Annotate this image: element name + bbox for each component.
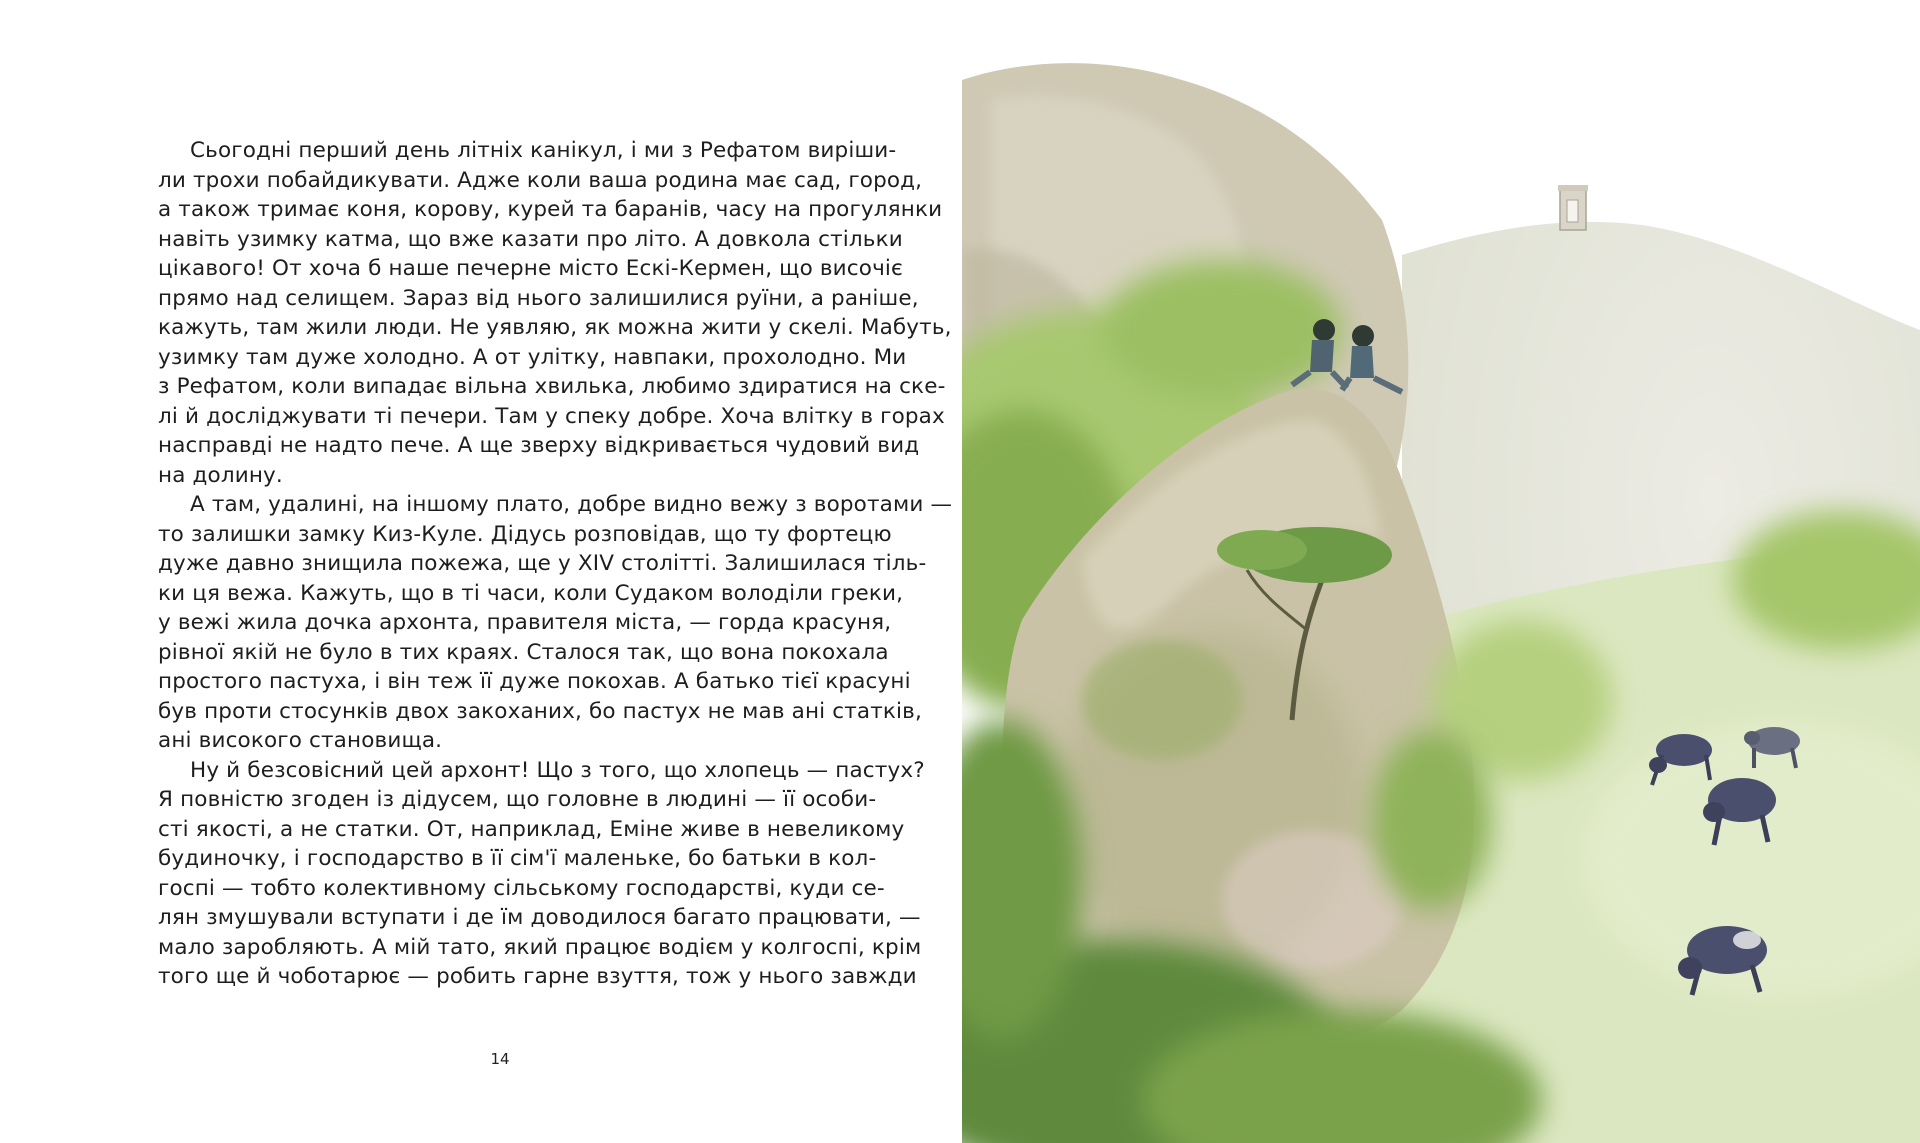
text-line: на долину. [158, 462, 283, 488]
text-line: прямо над селищем. Зараз від нього залишилися руїни, а раніше, [158, 285, 919, 311]
tower-icon [1558, 185, 1588, 230]
page-number: 14 [490, 1050, 510, 1068]
text-line: сті якості, а не статки. От, наприклад, Еміне живе в невеликому [158, 816, 905, 842]
text-line: дуже давно знищила пожежа, ще у XIV столітті. Залишилася тіль- [158, 551, 927, 576]
text-line: рівної якій не було в тих краях. Сталося так, що вона покохала [158, 639, 889, 665]
text-line: Ну й безсовісний цей архонт! Що з того, що хлопець — пастух? [190, 757, 925, 783]
text-line: Сьогодні перший день літніх канікул, і ми з Рефатом виріши- [190, 138, 897, 163]
body-text [158, 136, 953, 992]
text-line: того ще й чоботарює — робить гарне взуття, тож у нього завжди [158, 964, 917, 989]
text-line: мало заробляють. А мій тато, який працює водієм у колгоспі, крім [158, 934, 922, 960]
text-line: госпі — тобто колективному сільському господарстві, куди се- [158, 875, 885, 901]
text-line: ки ця вежа. Кажуть, що в ті часи, коли Судаком володіли греки, [158, 580, 904, 606]
text-line: ли трохи побайдикувати. Адже коли ваша родина має сад, город, [158, 167, 923, 193]
text-line: навіть узимку катма, що вже казати про літо. А довкола стільки [158, 226, 903, 252]
text-line: ані високого становища. [158, 728, 443, 753]
text-line: узимку там дуже холодно. А от улітку, навпаки, прохолодно. Ми [158, 344, 907, 370]
text-line: з Рефатом, коли випадає вільна хвилька, любимо здиратися на ске- [158, 374, 946, 399]
text-line: будиночку, і господарство в її сім'ї маленьке, бо батьки в кол- [158, 846, 877, 871]
text-line: був проти стосунків двох закоханих, бо пастух не мав ані статків, [158, 698, 922, 724]
text-line: а також тримає коня, корову, курей та баранів, часу на прогулянки [158, 197, 943, 222]
text-line: простого пастуха, і він теж її дуже покохав. А батько тієї красуні [158, 669, 911, 694]
text-line: кажуть, там жили люди. Не уявляю, як можна жити у скелі. Мабуть, [158, 315, 952, 340]
landscape-svg [962, 0, 1920, 1143]
text-line: насправді не надто пече. А ще зверху відкривається чудовий вид [158, 433, 920, 458]
text-line: то залишки замку Киз-Куле. Дідусь розповідав, що ту фортецю [158, 521, 892, 547]
text-line: цікавого! От хоча б наше печерне місто Ескі-Кермен, що височіє [158, 256, 904, 281]
text-line: Я повністю згоден із дідусем, що головне в людині — її особи- [158, 787, 877, 812]
illustration-landscape [962, 0, 1920, 1143]
text-line: лян змушували вступати і де їм доводилося багато працювати, — [158, 905, 921, 930]
text-line: у вежі жила дочка архонта, правителя міста, — горда красуня, [158, 610, 892, 635]
text-line: лі й досліджувати ті печери. Там у спеку добре. Хоча влітку в горах [158, 403, 945, 429]
text-line: А там, удалині, на іншому плато, добре видно вежу з воротами — [190, 492, 953, 517]
